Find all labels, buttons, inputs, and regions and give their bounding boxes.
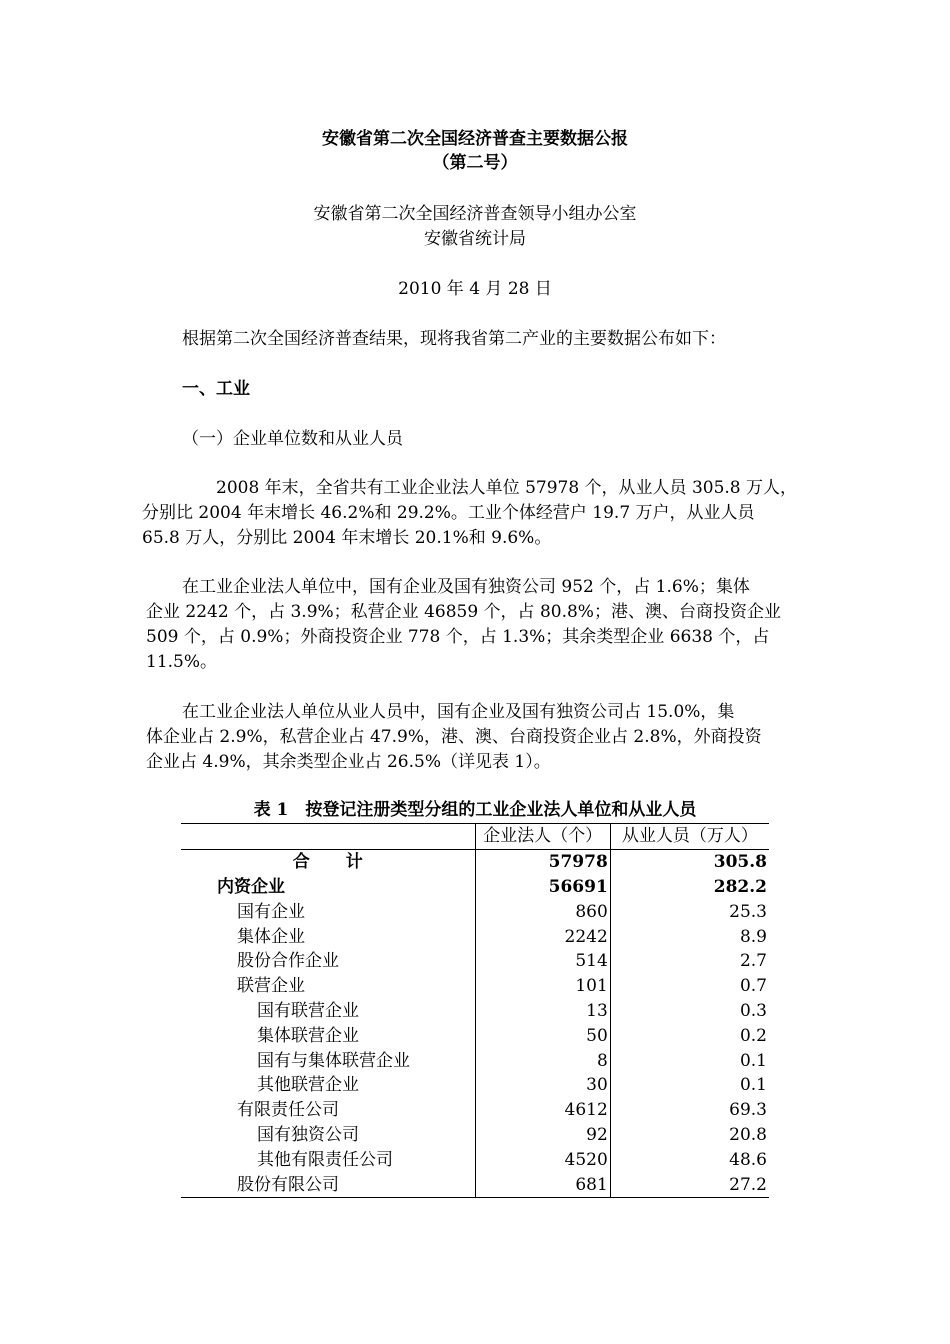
- table-row: [181, 974, 769, 999]
- table-row: [181, 899, 769, 924]
- row-label: 其他有限责任公司: [257, 1149, 393, 1170]
- row-employees: 2.7: [610, 949, 769, 974]
- row-label: 国有与集体联营企业: [257, 1050, 410, 1071]
- row-units: 860: [475, 899, 610, 924]
- paragraph-line: 65.8 万人，分别比 2004 年末增长 20.1%和 9.6%。: [142, 528, 552, 548]
- row-units: 13: [475, 999, 610, 1024]
- table-row: [181, 949, 769, 974]
- header-cell-label: [181, 824, 475, 850]
- table-header-row: [181, 824, 769, 850]
- intro-text: 根据第二次全国经济普查结果，现将我省第二产业的主要数据公布如下：: [182, 329, 726, 349]
- table-caption: 表 1 按登记注册类型分组的工业企业法人单位和从业人员: [253, 800, 697, 820]
- total-employees: 305.8: [610, 849, 769, 874]
- row-label: 有限责任公司: [237, 1100, 339, 1121]
- paragraph-3: [146, 700, 802, 775]
- total-label: [181, 849, 475, 874]
- table-row-total: [181, 849, 769, 874]
- enterprise-table: [181, 823, 769, 1198]
- paragraph-line: 分别比 2004 年末增长 46.2%和 29.2%。工业个体经营户 19.7 万户，从业人员: [142, 503, 755, 523]
- row-label: 国有企业: [237, 901, 305, 922]
- row-employees: 0.2: [610, 1023, 769, 1048]
- table-row: [181, 999, 769, 1024]
- row-units: 2242: [475, 924, 610, 949]
- row-employees: 69.3: [610, 1098, 769, 1123]
- row-label: 国有联营企业: [257, 1000, 359, 1021]
- row-label: 股份合作企业: [237, 951, 339, 972]
- paragraph-line: 企业占 4.9%，其余类型企业占 26.5%（详见表 1）。: [146, 752, 551, 772]
- document-date: 2010 年 4 月 28 日: [398, 279, 552, 299]
- header-cell-employees: 从业人员（万人）: [610, 824, 769, 850]
- subsection-heading: （一）企业单位数和从业人员: [182, 429, 403, 449]
- paragraph-2: [146, 575, 802, 675]
- total-label-a: 合: [292, 852, 310, 873]
- row-employees: 0.1: [610, 1048, 769, 1073]
- row-units: 681: [475, 1172, 610, 1197]
- row-employees: 20.8: [610, 1123, 769, 1148]
- table-row: [181, 1098, 769, 1123]
- table-row: [181, 1048, 769, 1073]
- row-label: 集体企业: [237, 926, 305, 947]
- table-row: [181, 1172, 769, 1197]
- row-employees: 0.1: [610, 1073, 769, 1098]
- paragraph-line: 2008 年末，全省共有工业企业法人单位 57978 个，从业人员 305.8 万人，: [199, 478, 798, 498]
- document-subtitle: （第二号）: [432, 153, 518, 173]
- table-row: [181, 924, 769, 949]
- table-row: [181, 1123, 769, 1148]
- total-units: 57978: [475, 849, 610, 874]
- paragraph-line: 509 个，占 0.9%；外商投资企业 778 个，占 1.3%；其余类型企业 6638 个，占: [146, 627, 770, 647]
- row-units: 4520: [475, 1147, 610, 1172]
- row-employees: 0.7: [610, 974, 769, 999]
- row-label: 国有独资公司: [257, 1124, 359, 1145]
- row-units: 92: [475, 1123, 610, 1148]
- table-row: [181, 1023, 769, 1048]
- issuer-office: 安徽省第二次全国经济普查领导小组办公室: [313, 204, 637, 224]
- row-employees: 25.3: [610, 899, 769, 924]
- row-employees: 0.3: [610, 999, 769, 1024]
- row-employees: 8.9: [610, 924, 769, 949]
- row-units: 30: [475, 1073, 610, 1098]
- row-employees: 48.6: [610, 1147, 769, 1172]
- row-label: 股份有限公司: [181, 1172, 475, 1197]
- paragraph-line: 体企业占 2.9%，私营企业占 47.9%，港、澳、台商投资企业占 2.8%，外商投资: [146, 727, 762, 747]
- paragraph-line: 11.5%。: [146, 652, 218, 672]
- total-label-b: 计: [345, 852, 363, 873]
- row-units: 56691: [475, 875, 610, 900]
- row-units: 4612: [475, 1098, 610, 1123]
- row-units: 50: [475, 1023, 610, 1048]
- issuer-bureau: 安徽省统计局: [424, 229, 526, 249]
- row-units: 8: [475, 1048, 610, 1073]
- row-employees: 27.2: [610, 1172, 769, 1197]
- paragraph-line: 在工业企业法人单位中，国有企业及国有独资公司 952 个，占 1.6%；集体: [182, 577, 750, 597]
- header-cell-units: 企业法人（个）: [475, 824, 610, 850]
- row-employees: 282.2: [610, 875, 769, 900]
- row-units: 514: [475, 949, 610, 974]
- document-title: 安徽省第二次全国经济普查主要数据公报: [322, 129, 628, 149]
- row-units: 101: [475, 974, 610, 999]
- paragraph-line: 在工业企业法人单位从业人员中，国有企业及国有独资公司占 15.0%，集: [182, 702, 735, 722]
- table-row: [181, 1147, 769, 1172]
- row-label: 其他联营企业: [257, 1075, 359, 1096]
- paragraph-line: 企业 2242 个，占 3.9%；私营企业 46859 个，占 80.8%；港、澳、台商投资企业: [146, 602, 781, 622]
- paragraph-1: [142, 476, 802, 551]
- section-heading-industry: 一、工业: [182, 379, 250, 399]
- row-label: 集体联营企业: [257, 1025, 359, 1046]
- table-row: [181, 1073, 769, 1098]
- table-row: [181, 875, 769, 900]
- row-label: 联营企业: [237, 976, 305, 997]
- row-label: 内资企业: [217, 876, 285, 897]
